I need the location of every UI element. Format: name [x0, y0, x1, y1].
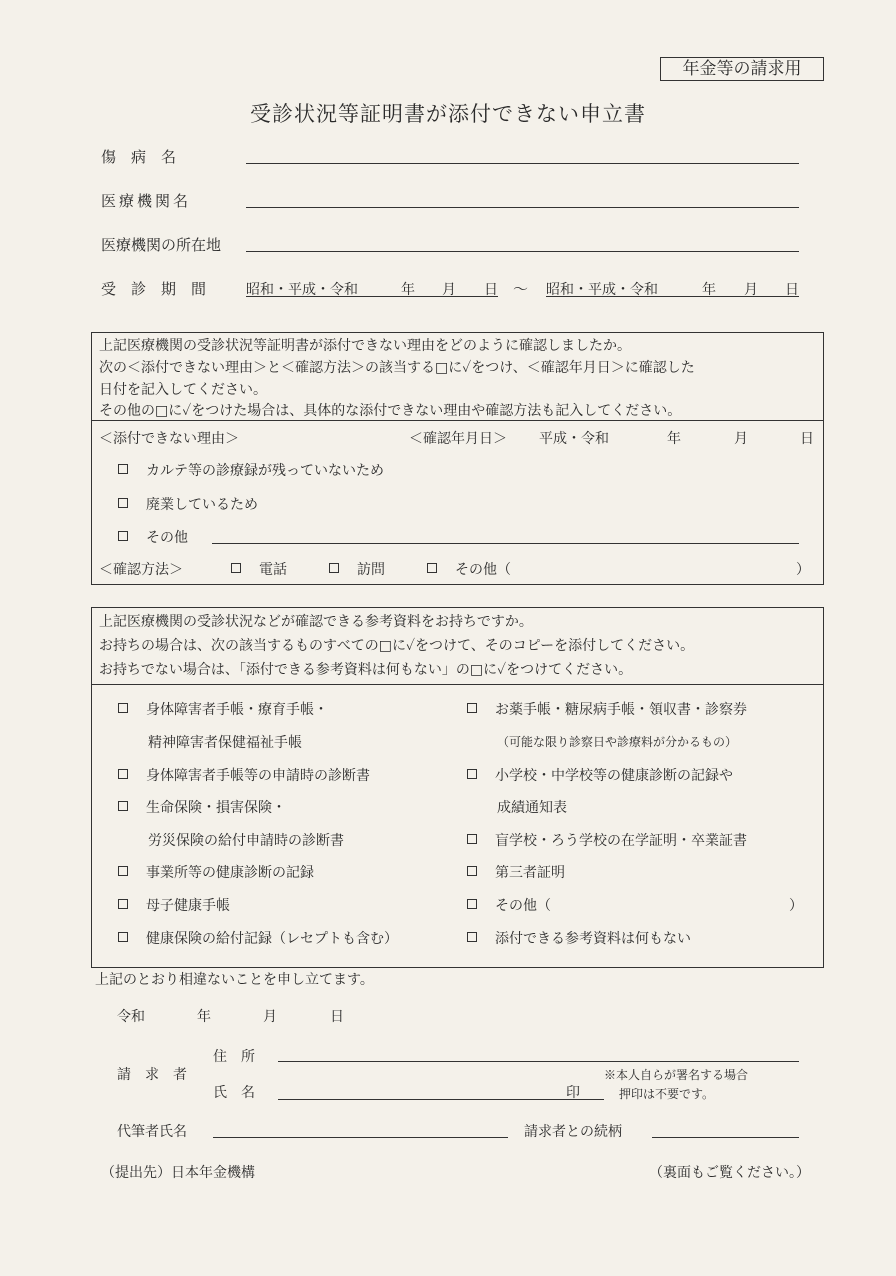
section1-instruction-3: 日付を記入してください。 — [99, 382, 267, 398]
checkbox[interactable] — [118, 703, 128, 713]
institution-label: 医療機関名 — [101, 192, 192, 210]
material-label-cont: 精神障害者保健福祉手帳 — [148, 735, 302, 751]
material-label: 身体障害者手帳等の申請時の診断書 — [146, 768, 370, 784]
checkbox[interactable] — [467, 932, 477, 942]
material-label: お薬手帳・糖尿病手帳・領収書・診察券 — [495, 702, 747, 718]
material-other-close: ） — [789, 898, 803, 914]
material-label-note: （可能な限り診察日や診療料が分かるもの） — [497, 735, 738, 749]
period-start-day: 日 — [484, 282, 498, 298]
section2-instruction-2: お持ちの場合は、次の該当するものすべての□に✓をつけて、そのコピーを添付してください。 — [99, 638, 695, 654]
checkbox[interactable] — [467, 899, 477, 909]
period-tilde: ～ — [513, 280, 529, 298]
checkbox[interactable] — [118, 899, 128, 909]
confirm-date-day: 日 — [800, 431, 814, 447]
disease-input[interactable] — [246, 163, 799, 164]
checkbox[interactable] — [118, 866, 128, 876]
claimant-label: 請 求 者 — [117, 1067, 187, 1083]
reason-label: 廃業しているため — [146, 497, 258, 513]
confirm-date-year: 年 — [667, 431, 681, 447]
material-label: 事業所等の健康診断の記録 — [146, 865, 314, 881]
date-month: 月 — [263, 1009, 277, 1025]
material-label: その他（ — [495, 898, 551, 914]
period-start-month: 月 — [442, 282, 456, 298]
material-school-checkup[interactable] — [467, 765, 733, 785]
material-label: 母子健康手帳 — [146, 898, 230, 914]
relation-input[interactable] — [652, 1137, 799, 1138]
address-label: 医療機関の所在地 — [101, 236, 222, 254]
method-option-phone[interactable] — [231, 559, 287, 579]
material-label: 身体障害者手帳・療育手帳・ — [146, 702, 328, 718]
material-maternal-handbook[interactable] — [118, 895, 230, 915]
section1-instruction-4: その他の□に✓をつけた場合は、具体的な添付できない理由や確認方法も記入してください。 — [99, 403, 682, 419]
checkbox[interactable] — [329, 563, 339, 573]
material-label: 小学校・中学校等の健康診断の記録や — [495, 768, 733, 784]
date-year: 年 — [197, 1009, 211, 1025]
section1-divider — [91, 420, 824, 421]
material-insurance-records[interactable] — [118, 928, 398, 948]
proxy-name-input[interactable] — [213, 1137, 508, 1138]
section1-instruction-1: 上記医療機関の受診状況等証明書が添付できない理由をどのように確認しましたか。 — [99, 338, 631, 354]
checkbox[interactable] — [118, 801, 128, 811]
disease-label: 傷 病 名 — [101, 148, 177, 166]
checkbox[interactable] — [467, 703, 477, 713]
relation-label: 請求者との続柄 — [524, 1124, 622, 1140]
checkbox[interactable] — [118, 769, 128, 779]
page-title: 受診状況等証明書が添付できない申立書 — [250, 102, 646, 126]
checkbox[interactable] — [231, 563, 241, 573]
material-disability-handbook[interactable] — [118, 699, 328, 719]
seal-note-line2: 押印は不要です。 — [619, 1087, 715, 1101]
material-medicine-handbook[interactable] — [467, 699, 747, 719]
material-label: 健康保険の給付記録（レセプトも含む） — [146, 931, 398, 947]
material-disability-diagnosis[interactable] — [118, 765, 370, 785]
method-label: 電話 — [259, 562, 287, 578]
material-third-party[interactable] — [467, 862, 565, 882]
checkbox[interactable] — [467, 834, 477, 844]
claimant-address-input[interactable] — [278, 1061, 799, 1062]
period-end-year: 年 — [702, 282, 716, 298]
declaration-text: 上記のとおり相違ないことを申し立てます。 — [95, 972, 374, 988]
method-label: 訪問 — [357, 562, 385, 578]
section1-instruction-2: 次の＜添付できない理由＞と＜確認方法＞の該当する□に✓をつけ、＜確認年月日＞に確認した — [99, 360, 695, 376]
period-start-year: 年 — [401, 282, 415, 298]
submit-to: （提出先）日本年金機構 — [101, 1165, 255, 1181]
material-label-cont: 成績通知表 — [497, 800, 567, 816]
checkbox[interactable] — [467, 769, 477, 779]
method-heading: ＜確認方法＞ — [99, 562, 183, 578]
period-end-day: 日 — [785, 282, 799, 298]
checkbox[interactable] — [427, 563, 437, 573]
reason-option-no-records[interactable] — [118, 460, 384, 480]
confirm-date-era: 平成・令和 — [539, 431, 609, 447]
reason-option-closed[interactable] — [118, 494, 258, 514]
period-start-underline — [246, 296, 498, 297]
reason-other-input[interactable] — [212, 543, 799, 544]
checkbox[interactable] — [118, 464, 128, 474]
seal-mark: 印 — [566, 1085, 580, 1101]
period-label: 受 診 期 間 — [101, 280, 207, 298]
period-end-month: 月 — [744, 282, 758, 298]
confirm-date-heading: ＜確認年月日＞ — [409, 431, 507, 447]
material-label: 第三者証明 — [495, 865, 565, 881]
checkbox[interactable] — [118, 498, 128, 508]
period-start-era: 昭和・平成・令和 — [246, 282, 358, 298]
method-label: その他（ — [455, 562, 511, 578]
method-option-visit[interactable] — [329, 559, 385, 579]
material-workplace-checkup[interactable] — [118, 862, 314, 882]
proxy-name-label: 代筆者氏名 — [117, 1124, 187, 1140]
institution-address-input[interactable] — [246, 251, 799, 252]
material-other[interactable] — [467, 895, 551, 915]
see-back-note: （裏面もご覧ください。） — [649, 1165, 810, 1181]
period-end-underline — [546, 296, 799, 297]
period-end-era: 昭和・平成・令和 — [546, 282, 658, 298]
material-label-cont: 労災保険の給付申請時の診断書 — [148, 833, 344, 849]
claimant-name-input[interactable] — [278, 1099, 604, 1100]
institution-input[interactable] — [246, 207, 799, 208]
checkbox[interactable] — [467, 866, 477, 876]
method-option-other[interactable] — [427, 559, 511, 579]
reason-heading: ＜添付できない理由＞ — [99, 431, 239, 447]
date-era: 令和 — [117, 1009, 145, 1025]
claimant-name-label: 氏 名 — [213, 1085, 255, 1101]
material-label: 生命保険・損害保険・ — [146, 800, 286, 816]
section2-instruction-1: 上記医療機関の受診状況などが確認できる参考資料をお持ちですか。 — [99, 614, 533, 630]
reason-option-other[interactable] — [118, 527, 188, 547]
checkbox[interactable] — [118, 932, 128, 942]
material-label: 盲学校・ろう学校の在学証明・卒業証書 — [495, 833, 747, 849]
material-special-school[interactable] — [467, 830, 747, 850]
reason-label: その他 — [146, 530, 188, 546]
form-usage-tag: 年金等の請求用 — [660, 57, 824, 81]
section2-instruction-3: お持ちでない場合は、「添付できる参考資料は何もない」の□に✓をつけてください。 — [99, 662, 633, 678]
confirm-date-month: 月 — [734, 431, 748, 447]
section2-divider — [91, 684, 824, 685]
claimant-address-label: 住 所 — [213, 1049, 255, 1065]
material-label: 添付できる参考資料は何もない — [495, 931, 691, 947]
method-other-close: ） — [796, 562, 810, 578]
seal-note-line1: ※本人自らが署名する場合 — [604, 1068, 749, 1082]
checkbox[interactable] — [118, 531, 128, 541]
material-none[interactable] — [467, 928, 691, 948]
date-day: 日 — [330, 1009, 344, 1025]
reason-label: カルテ等の診療録が残っていないため — [146, 463, 384, 479]
material-insurance-diagnosis[interactable] — [118, 797, 286, 817]
